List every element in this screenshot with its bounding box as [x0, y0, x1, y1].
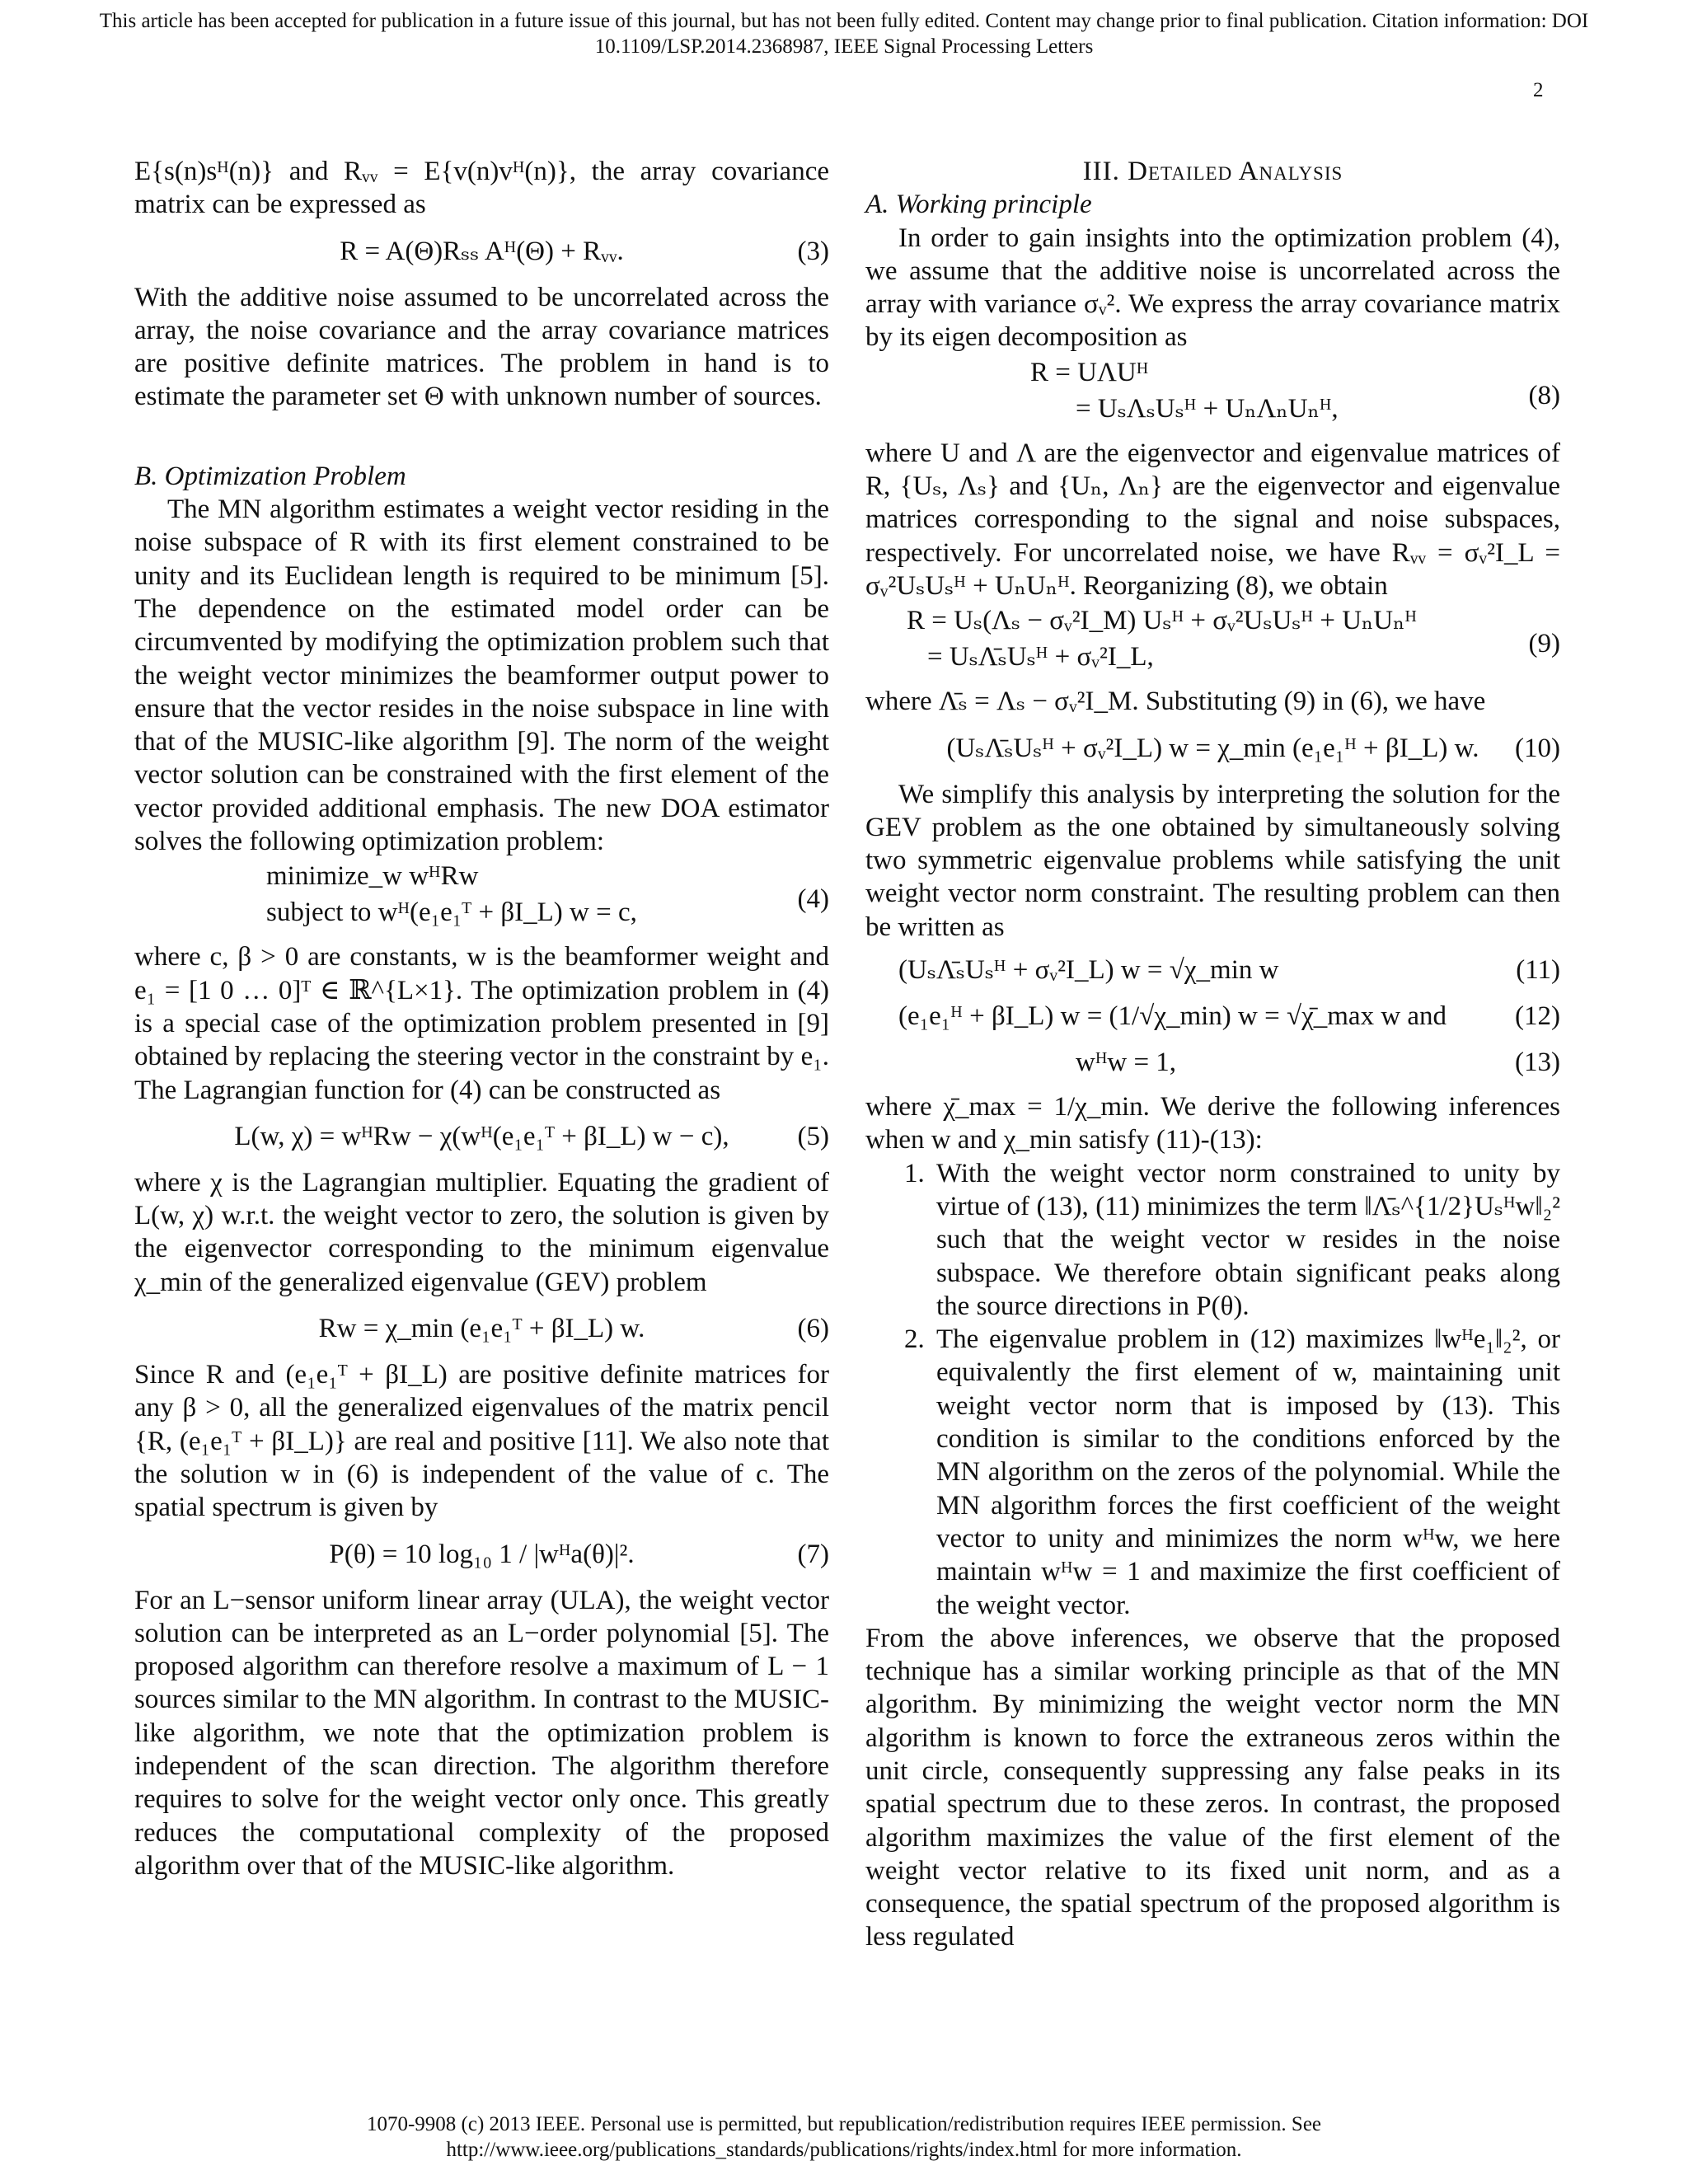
equation-3-number: (3): [797, 236, 829, 266]
equation-8-line1: R = UΛUᴴ: [1030, 357, 1149, 387]
equation-6-number: (6): [797, 1314, 829, 1344]
equation-9-line2: = UₛΛ̄ₛUₛᴴ + σᵥ²I_L,: [927, 642, 1154, 673]
ula-paragraph: For an L−sensor uniform linear array (ULA), the weight vector solution can be interpreted as an L−order polynomial [5]. The proposed algorithm can therefore resolve a maximum of L − 1 sources similar to the MN algorithm. In contrast to the MUSIC-like algorithm, we note that the optimization problem is independent of the scan direction. The algorithm therefore requires to solve for the weight vector only once. This greatly reduces the computational complexity of the proposed algorithm over that of the MUSIC-like algorithm.: [134, 1585, 829, 1881]
equation-10-body: (UₛΛ̄ₛUₛᴴ + σᵥ²I_L) w = χ_min (e₁e₁ᴴ + βI_L) w.: [946, 733, 1479, 763]
equation-7-body: P(θ) = 10 log₁₀ 1 / |wᴴa(θ)|².: [329, 1539, 635, 1569]
inference-item-2: 2. The eigenvalue problem in (12) maximizes ‖wᴴe₁‖₂², or equivalently the first element of w, maintaining unit weight vector norm that is imposed by (13). This condition is similar to the conditions enforced by the MN algorithm on the zeros of the polynomial. While the MN algorithm forces the first coefficient of the weight vector to unity and minimizes the norm wᴴw, we here maintain wᴴw = 1 and maximize the first coefficient of the weight vector.: [931, 1323, 1560, 1622]
insight-paragraph: In order to gain insights into the optimization problem (4), we assume that the additive noise is uncorrelated across the array with variance σᵥ². We express the array covariance matrix by its eigen decomposition as: [865, 223, 1560, 353]
equation-3: [134, 222, 829, 281]
equation-4-line2: subject to wᴴ(e₁e₁ᵀ + βI_L) w = c,: [266, 898, 637, 928]
footer-line1: 1070-9908 (c) 2013 IEEE. Personal use is permitted, but republication/redistribution requires IEEE permission. See: [366, 2113, 1322, 2135]
equation-13-number: (13): [1515, 1047, 1560, 1078]
intro-paragraph: E{s(n)sᴴ(n)} and Rᵥᵥ = E{v(n)vᴴ(n)}, the array covariance matrix can be expressed as: [134, 157, 829, 220]
header-notice-line1: This article has been accepted for publication in a future issue of this journal, but has not been fully edited. Content may change prior to final publication. Citation information: DOI: [99, 10, 1589, 32]
equation-9: [865, 602, 1560, 685]
equation-8-number: (8): [1528, 380, 1560, 410]
equation-5-body: L(w, χ) = wᴴRw − χ(wᴴ(e₁e₁ᵀ + βI_L) w − c),: [234, 1121, 729, 1151]
equation-6-body: Rw = χ_min (e₁e₁ᵀ + βI_L) w.: [318, 1314, 645, 1344]
inference-list: [865, 1157, 1560, 1622]
equation-9-line1: R = Uₛ(Λₛ − σᵥ²I_M) Uₛᴴ + σᵥ²UₛUₛᴴ + UₙUₙᴴ: [907, 606, 1417, 636]
noise-paragraph: With the additive noise assumed to be uncorrelated across the array, the noise covariance and the array covariance matrices are positive definite matrices. The problem in hand is to estimate the parameter set Θ with unknown number of sources.: [134, 282, 829, 412]
equation-6: [134, 1299, 829, 1358]
equation-11: [865, 952, 1560, 988]
equation-5-number: (5): [797, 1121, 829, 1151]
page-footer: [0, 2111, 1688, 2163]
equation-12-body: (e₁e₁ᴴ + βI_L) w = (1/√χ_min) w = √χ̄_max w and: [898, 1001, 1447, 1032]
eigen-paragraph: where U and Λ are the eigenvector and eigenvalue matrices of R, {Uₛ, Λₛ} and {Uₙ, Λₙ} are the eigenvector and eigenvalue matrices corresponding to the signal and noise subspaces, respectively. For uncorrelated noise, we have Rᵥᵥ = σᵥ²I_L = σᵥ²UₛUₛᴴ + UₙUₙᴴ. Reorganizing (8), we obtain: [865, 438, 1560, 601]
header-notice-line2: 10.1109/LSP.2014.2368987, IEEE Signal Processing Letters: [594, 35, 1094, 58]
equation-7-number: (7): [797, 1539, 829, 1569]
equation-3-body: R = A(Θ)Rₛₛ Aᴴ(Θ) + Rᵥᵥ.: [340, 236, 624, 266]
equation-5: [134, 1107, 829, 1166]
equation-7: [134, 1525, 829, 1584]
chi-paragraph: where χ is the Lagrangian multiplier. Equating the gradient of L(w, χ) w.r.t. the weight vector to zero, the solution is given by the eigenvector corresponding to the minimum eigenvalue χ_min of the generalized eigenvalue (GEV) problem: [134, 1167, 829, 1297]
equation-10-number: (10): [1515, 733, 1560, 763]
mn-paragraph: The MN algorithm estimates a weight vector residing in the noise subspace of R with its first element constrained to be unity and its Euclidean length is required to be minimum [5]. The dependence on the estimated model order can be circumvented by modifying the optimization problem such that the weight vector minimizes the beamformer output power to ensure that the vector resides in the noise subspace in line with that of the MUSIC-like algorithm [9]. The norm of the weight vector solution can be constrained with the first element of the vector provided additional emphasis. The new DOA estimator solves the following optimization problem:: [134, 494, 829, 857]
equation-4-number: (4): [797, 884, 829, 915]
right-column: [865, 155, 1560, 1954]
equation-11-number: (11): [1516, 955, 1560, 986]
equation-12: [865, 988, 1560, 1044]
equation-10: [865, 719, 1560, 778]
equation-11-body: (UₛΛ̄ₛUₛᴴ + σᵥ²I_L) w = √χ_min w: [898, 955, 1279, 986]
simplify-paragraph: We simplify this analysis by interpreting the solution for the GEV problem as the one obtained by simultaneously solving two symmetric eigenvalue problems while satisfying the unit weight vector norm constraint. The resulting problem can then be written as: [865, 779, 1560, 942]
equation-9-number: (9): [1528, 629, 1560, 659]
page-number: 2: [1533, 79, 1544, 101]
equation-12-number: (12): [1515, 1001, 1560, 1032]
since-paragraph: Since R and (e₁e₁ᵀ + βI_L) are positive definite matrices for any β > 0, all the generalized eigenvalues of the matrix pencil {R, (e₁e₁ᵀ + βI_L)} are real and positive [11]. We also note that the solution w in (6) is independent of the value of c. The spatial spectrum is given by: [134, 1360, 829, 1523]
substitute-paragraph: where Λ̄ₛ = Λₛ − σᵥ²I_M. Substituting (9) in (6), we have: [865, 687, 1486, 717]
equation-8-line2: = UₛΛₛUₛᴴ + UₙΛₙUₙᴴ,: [1076, 393, 1339, 424]
footer-line2: http://www.ieee.org/publications_standards/publications/rights/index.html for more information.: [446, 2139, 1242, 2161]
equation-13-body: wᴴw = 1,: [1076, 1047, 1177, 1078]
from-paragraph: From the above inferences, we observe that the proposed technique has a similar working principle as that of the MN algorithm. By minimizing the weight vector norm the MN algorithm is known to force the extraneous zeros within the unit circle, consequently suppressing any false peaks in its spatial spectrum due to these zeros. In contrast, the proposed algorithm maximizes the value of the first element of the weight vector relative to its fixed unit norm, and as a consequence, the spatial spectrum of the proposed algorithm is less regulated: [865, 1623, 1560, 1952]
where-paragraph: where c, β > 0 are constants, w is the beamformer weight and e₁ = [1 0 … 0]ᵀ ∈ ℝ^{L×1}. The optimization problem in (4) is a special case of the optimization problem presented in [9] obtained by replacing the steering vector in the constraint by e₁. The Lagrangian function for (4) can be constructed as: [134, 942, 829, 1105]
section-b-heading: B. Optimization Problem: [134, 461, 406, 491]
equation-8: [865, 354, 1560, 437]
equation-4-line1: minimize_w wᴴRw: [266, 861, 479, 892]
left-column: [134, 155, 829, 1882]
section-a-heading: A. Working principle: [865, 190, 1092, 220]
section-iii-heading: III. Detailed Analysis: [1082, 157, 1343, 186]
inference-paragraph: where χ̄_max = 1/χ_min. We derive the following inferences when w and χ_min satisfy (11)-(13):: [865, 1092, 1560, 1155]
equation-4: [134, 858, 829, 940]
page-header: [0, 8, 1688, 59]
inference-item-1: 1. With the weight vector norm constrained to unity by virtue of (13), (11) minimizes the term ‖Λ̄ₛ^{1/2}Uₛᴴw‖₂² such that the weight vector w resides in the noise subspace. We therefore obtain significant peaks along the source directions in P(θ).: [931, 1157, 1560, 1323]
equation-13: [865, 1044, 1560, 1080]
